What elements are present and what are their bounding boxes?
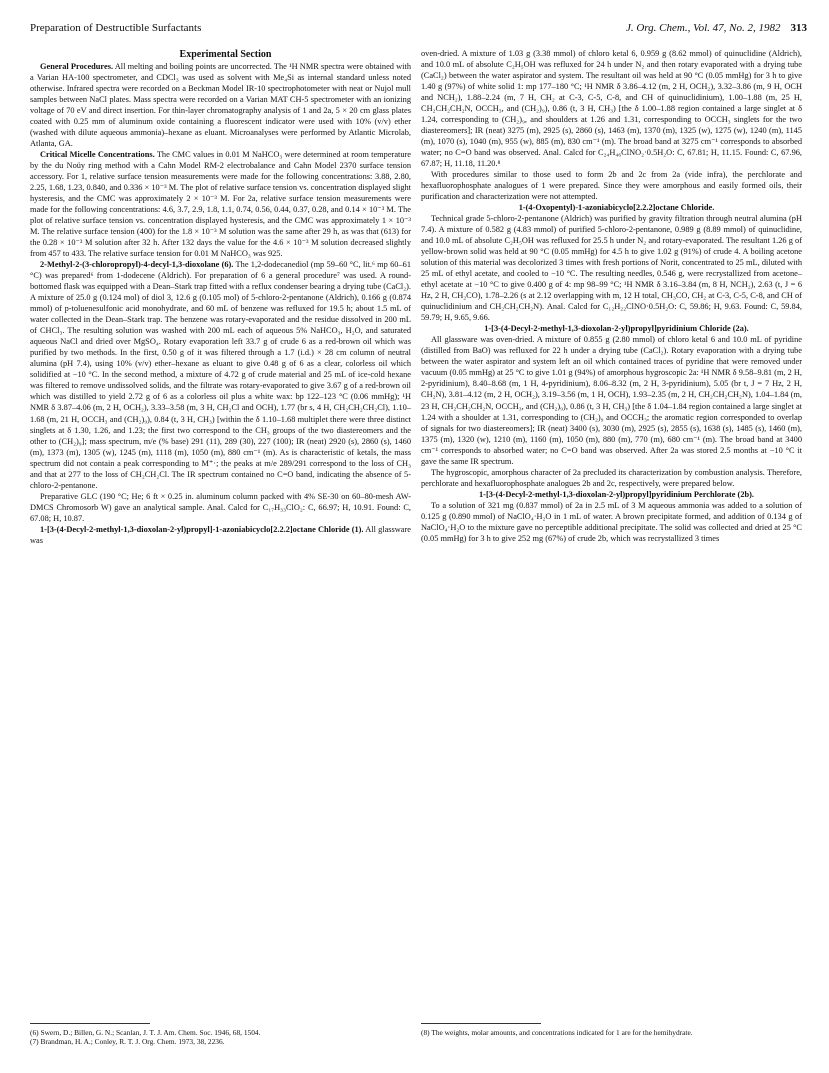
paragraph-text: The CMC values in 0.01 M NaHCO₃ were determined at room temperature by the du Noüy ring method with a Cahn Model RM-2 electrobalance and Cahn Model 2370 surface tension accessory. For 1, relative surface tension measurements were made for the following concentrations: 3.88, 2.80, 2.25, 1.68, 1.23, 0.840, and 0.336 × 10⁻³ M. The plot of relative surface tension vs. concentration displayed slight hysteresis, and the CMC was approximately 2 × 10⁻³ M. For 2a, relative surface tension measurements were made for the following concentrations: 4.6, 3.7, 2.9, 1.8, 1.1, 0.74, 0.56, 0.44, 0.37, 0.28, and 0.14 × 10⁻³ M. The plot of relative surface tension vs. concentration displayed hysteresis, and the CMC was approximately 1 × 10⁻³ M. The relative surface tension (400) for the 1.8 × 10⁻³ M solution was the same after 29 h, as was that (613) for the 0.28 × 10⁻³ M solution after 32 h. After 132 days the value for the 4.6 × 10⁻³ M solution decreased slightly from 457 to 433. The relative surface tension for 0.01 M NaHCO₃ was 925. bbox=[30, 150, 411, 259]
paragraph-compound-1 bbox=[30, 524, 411, 546]
run-in-heading-compound-1: 1-[3-(4-Decyl-2-methyl-1,3-dioxolan-2-yl)propyl]-1-azoniabicyclo[2.2.2]octane Chloride (1). bbox=[40, 524, 364, 534]
section-title: Experimental Section bbox=[179, 49, 272, 60]
heading-oxopentyl: 1-(4-Oxopentyl)-1-azoniabicyclo[2.2.2]octane Chloride. bbox=[518, 203, 715, 213]
heading-compound-2a: 1-[3-(4-Decyl-2-methyl-1,3-dioxolan-2-yl)propyl]pyridinium Chloride (2a). bbox=[484, 324, 749, 334]
paragraph-compound-1-cont: oven-dried. A mixture of 1.03 g (3.38 mmol) of chloro ketal 6, 0.959 g (8.62 mmol) of quinuclidine (Aldrich), and 10.0 mL of absolute C₂H₅OH was refluxed for 24 h under N₂ and then rotary evaporated with a drying tube (CaCl₂) between the water aspirator and system. The resultant oil was held at 90 °C (0.05 mmHg) for 3 h to give 1.40 g (97%) of white solid 1: mp 177–180 °C; ¹H NMR δ 3.86–4.12 (m, 2 H, OCH₂), 3.32–3.86 (m, 9 H, OCH and NCH₂), 1.88–2.24 (m, 7 H, CH₂ at C-3, C-5, C-8, and CH of quinuclidinium), 1.00–1.88 (m, 25 H, CH₂CH₂CH₂N, OCCH₃, and (CH₂)₉), 0.86 (t, 3 H, CH₃) [the δ 1.00–1.88 region contained a large singlet at δ 1.24, corresponding to (CH₂)₉, and shoulders at 1.26 and 1.31, corresponding to OCCH₃ singlets for the two diastereomers]; IR (neat) 3275 (m), 2925 (s), 2860 (s), 1463 (m), 1370 (m), 1325 (w), 1275 (w), 1240 (m), 1145 (m), 1070 (s), 1040 (m), 955 (w), 885 (m), 830 cm⁻¹ (m). The broad band at 3275 cm⁻¹ corresponds to absorbed water; no C=O band was observed. Anal. Calcd for C₂₄H₄₆ClNO₂·0.5H₂O: C, 67.81; H, 11.15. Found: C, 67.96, 67.87; H, 11.18, 11.20.⁸ bbox=[421, 49, 802, 169]
paragraph-glc: Preparative GLC (190 °C; He; 6 ft × 0.25 in. aluminum column packed with 4% SE-30 on 60–80-mesh AW-DMCS Chromosorb W) gave an analytical sample. Anal. Calcd for C₁₇H₃₃ClO₂: C, 66.97; H, 10.91. Found: C, 67.08; H, 10.87. bbox=[30, 491, 411, 523]
journal-volume-info: J. Org. Chem., Vol. 47, No. 2, 1982 bbox=[625, 22, 781, 34]
run-in-heading-general: General Procedures. bbox=[40, 62, 114, 71]
paragraph-oxopentyl: Technical grade 5-chloro-2-pentanone (Aldrich) was purified by gravity filtration through neutral alumina (pH 7.4). A mixture of 0.582 g (4.83 mmol) of purified 5-chloro-2-pentanone, 0.989 g (8.89 mmol) of quinuclidine, and 10.0 mL of absolute C₂H₅OH was refluxed for 25.5 h under N₂ and rotary-evaporated. The resultant 1.26 g of yellow-brown solid was held at 90 °C (0.05 mmHg) for 4.5 h to give 1.02 g (91%) of crude 4. A boiling acetone solution of this material was decolorized 3 times with fresh portions of Norit, concentrated to 25 mL, diluted with 25 mL of ethyl acetate, and cooled to −10 °C. The resulting needles, 0.546 g, were recrystallized from acetone–ethyl acetate at −10 °C to give 0.400 g of 4: mp 98–99 °C; ¹H NMR δ 3.16–3.84 (m, 8 H, NCH₂), 2.63 (t, J = 6 Hz, 2 H, CH₂CO), 1.78–2.26 (s at 2.12 overlapping with m, 12 H total, CH₃CO, CH₂ at C-3, C-5, C-8, and CH of quinuclidinium and CH₂CH₂CH₂N). Anal. Calcd for C₁₂H₂₂ClNO·0.5H₂O: C, 59.86; H, 9.63. Found: C, 59.84, 59.79; H, 9.65, 9.66. bbox=[421, 214, 802, 323]
right-column bbox=[421, 48, 802, 544]
footnote-rule bbox=[30, 1023, 150, 1024]
paragraph-general-procedures bbox=[30, 61, 411, 149]
paragraph-cmc bbox=[30, 149, 411, 259]
footnote-rule bbox=[421, 1023, 541, 1024]
footnote-8: (8) The weights, molar amounts, and concentrations indicated for 1 are for the hemihydrate. bbox=[421, 1028, 693, 1037]
footnotes-right bbox=[421, 1023, 802, 1037]
paragraph-text: All glassware was bbox=[30, 524, 411, 545]
running-head bbox=[30, 22, 807, 38]
paragraph-analogues: With procedures similar to those used to form 2b and 2c from 2a (vide infra), the perchlorate and hexafluorophosphate analogues of 1 were prepared. Since they were amorphous and easily formed oils, their purification and characterization were not attempted. bbox=[421, 170, 802, 202]
paragraph-text: The 1,2-dodecanediol (mp 59–60 °C, lit.⁶ mp 60–61 °C) was prepared⁶ from 1-dodecene (Aldrich). For preparation of 6 a general procedure⁷ was used. A round-bottomed flask was equipped with a Dean–Stark trap fitted with a reflux condenser bearing a drying tube (CaCl₂). A mixture of 25.0 g (0.124 mol) of diol 3, 12.6 g (0.105 mol) of 5-chloro-2-pentanone (Aldrich), 0.166 g (0.874 mmol) of p-toluenesulfonic acid monohydrate, and 60 mL of benzene was refluxed for 19.5 h; about 1.5 mL of water collected in the Dean–Stark trap. The benzene was rotary-evaporated and the residue dissolved in 200 mL of CHCl₃. The resulting solution was washed with 200 mL each of aqueous 5% NaHCO₃, H₂O, and saturated aqueous NaCl and dried over MgSO₄. Rotary evaporation left 33.7 g of crude 6 as a red-brown oil which was purified by two methods. In the first, 0.50 g of it was filtered through a 1.7 (i.d.) × 28 cm column of neutral alumina (pH 7.4), using 10% (v/v) ether–hexane as eluant to give 0.48 g of 6 as a clear, colorless oil which solidified at −10 °C. In the second method, a mixture of 4.72 g of crude material and 25 mL of ice-cold hexane was filtered to remove undissolved solids, and the filtrate was rotary-evaporated to give 3.67 g of a red-brown oil which was distilled to yield 2.72 g of 6 as a colorless oil plus a white wax: bp 122–123 °C (0.06 mmHg); ¹H NMR δ 3.87–4.06 (m, 2 H, OCH₂), 3.33–3.58 (m, 3 H, CH₂Cl and OCH), 1.77 (br s, 4 H, CH₂CH₂CH₂Cl), 1.10–1.68 (m, 21 H, OCCH₃ and (CH₂)₉), 0.84 (t, 3 H, CH₃) [within the δ 1.10–1.68 multiplet there were three distinct singlets at δ 1.30, 1.26, and 1.23; the first two correspond to the CH₃ groups of the two diastereomers and the other to (CH₂)₉]; mass spectrum, m/e (% base) 291 (11), 289 (30), 227 (100); IR (neat) 2920 (s), 2860 (s), 1460 (m), 1373 (m), 1305 (w), 1245 (m), 1118 (m), 1050 (m), 880 cm⁻¹ (m). As is characteristic of ketals, the mass spectrum did not contain a peak corresponding to M⁺·; the peaks at m/e 289/291 correspond to the loss of CH₃ and that at 277 to the loss of CH₂CH₂Cl. The IR spectrum contained no C=O band, indicating the absence of 5-chloro-2-pentanone. bbox=[30, 260, 411, 490]
footnote-6: (6) Swern, D.; Billen, G. N.; Scanlan, J. T. J. Am. Chem. Soc. 1946, 68, 1504. bbox=[30, 1028, 261, 1037]
paragraph-text: All melting and boiling points are uncorrected. The ¹H NMR spectra were obtained with a Varian HA-100 spectrometer, and CDCl₃ was used as solvent with Me₄Si as internal standard unless noted otherwise. Infrared spectra were recorded on a Beckman Model IR-10 spectrophotometer with neat or Nujol mull samples between NaCl plates. Mass spectra were recorded on a Varian MAT CH-5 spectrometer with an ionizing voltage of 70 eV and direct insertion. For thin-layer chromatography analysis of 1 and 2a, 5 × 20 cm glass plates coated with 0.25 mm of aluminum oxide containing a fluorescent indicator were used with 10% (v/v) ether (washed with dilute aqueous ammonia)–hexane as eluant. Microanalyses were performed by Atlantic Microlab, Atlanta, GA. bbox=[30, 62, 411, 149]
run-in-heading-cmc: Critical Micelle Concentrations. bbox=[40, 150, 155, 160]
left-column bbox=[30, 48, 411, 546]
paragraph-compound-6 bbox=[30, 259, 411, 490]
journal-citation bbox=[626, 22, 807, 34]
footnote-7: (7) Brandman, H. A.; Conley, R. T. J. Org. Chem. 1973, 38, 2236. bbox=[30, 1037, 225, 1047]
footnotes-left bbox=[30, 1023, 411, 1046]
heading-compound-2b: 1-[3-(4-Decyl-2-methyl-1,3-dioxolan-2-yl)propyl]pyridinium Perchlorate (2b). bbox=[479, 489, 754, 499]
paragraph-compound-2a: All glassware was oven-dried. A mixture of 0.855 g (2.80 mmol) of chloro ketal 6 and 10.0 mL of pyridine (distilled from BaO) was refluxed for 22 h under a drying tube (CaCl₂). Rotary evaporation with a drying tube between the water aspirator and system left an oil which contained traces of pyridine that were removed under vacuum (0.05 mmHg) at 25 °C to give 1.01 g (94%) of amorphous hygroscopic 2a: ¹H NMR δ 9.58–9.81 (m, 2 H, 2-pyridinium), 8.40–8.68 (m, 1 H, 4-pyridinium), 8.06–8.32 (m, 2 H, 3-pyridinium), 5.05 (br t, J = 7 Hz, 2 H, CH₂N), 3.81–4.12 (m, 2 H, OCH₂), 3.19–3.56 (m, 1 H, OCH), 1.93–2.35 (m, 2 H, CH₂CH₂CH₂N), 1.04–1.84 (m, 23 H, CH₂CH₂CH₂N, OCCH₃, and (CH₂)₉), 0.86 (t, 3 H, CH₃) [the δ 1.04–1.84 region contained a large singlet at 1.24 with a shoulder at 1.31, corresponding to (CH₂)₉ and OCCH₃; the aromatic region corresponded to overlap of signals for two diastereomers]; IR (neat) 3400 (s), 3030 (m), 2925 (s), 2855 (s), 1638 (s), 1485 (s), 1460 (m), 1375 (m), 1320 (w), 1210 (m), 1160 (m), 1050 (m), 880 (m), 770 (m), 680 cm⁻¹ (m). The broad band at 3400 cm⁻¹ corresponds to absorbed water; no C=O band was observed. After 2a was stored 2.5 months at −10 °C it gave the same IR spectrum. bbox=[421, 335, 802, 466]
paragraph-compound-2b: To a solution of 321 mg (0.837 mmol) of 2a in 2.5 mL of 3 M aqueous ammonia was added to a solution of 0.125 g (0.890 mmol) of NaClO₄·H₂O in 1 mL of water. A brown precipitate formed, and addition of 0.134 g of NaClO₄·H₂O to the mixture gave no perceptible additional precipitate. The solid was collected and dried at 25 °C (0.05 mmHg) for 3 h to give 252 mg (67%) of crude 2b, which was recrystallized 3 times bbox=[421, 500, 802, 543]
run-in-heading-compound-6: 2-Methyl-2-(3-chloropropyl)-4-decyl-1,3-dioxolane (6). bbox=[40, 260, 234, 270]
paragraph-hygroscopic: The hygroscopic, amorphous character of 2a precluded its characterization by combustion analysis. Therefore, perchlorate and hexafluorophosphate analogues 2b and 2c, respectively, were prepared below. bbox=[421, 467, 802, 488]
article-short-title: Preparation of Destructible Surfactants bbox=[30, 22, 202, 34]
page-number: 313 bbox=[790, 22, 807, 34]
